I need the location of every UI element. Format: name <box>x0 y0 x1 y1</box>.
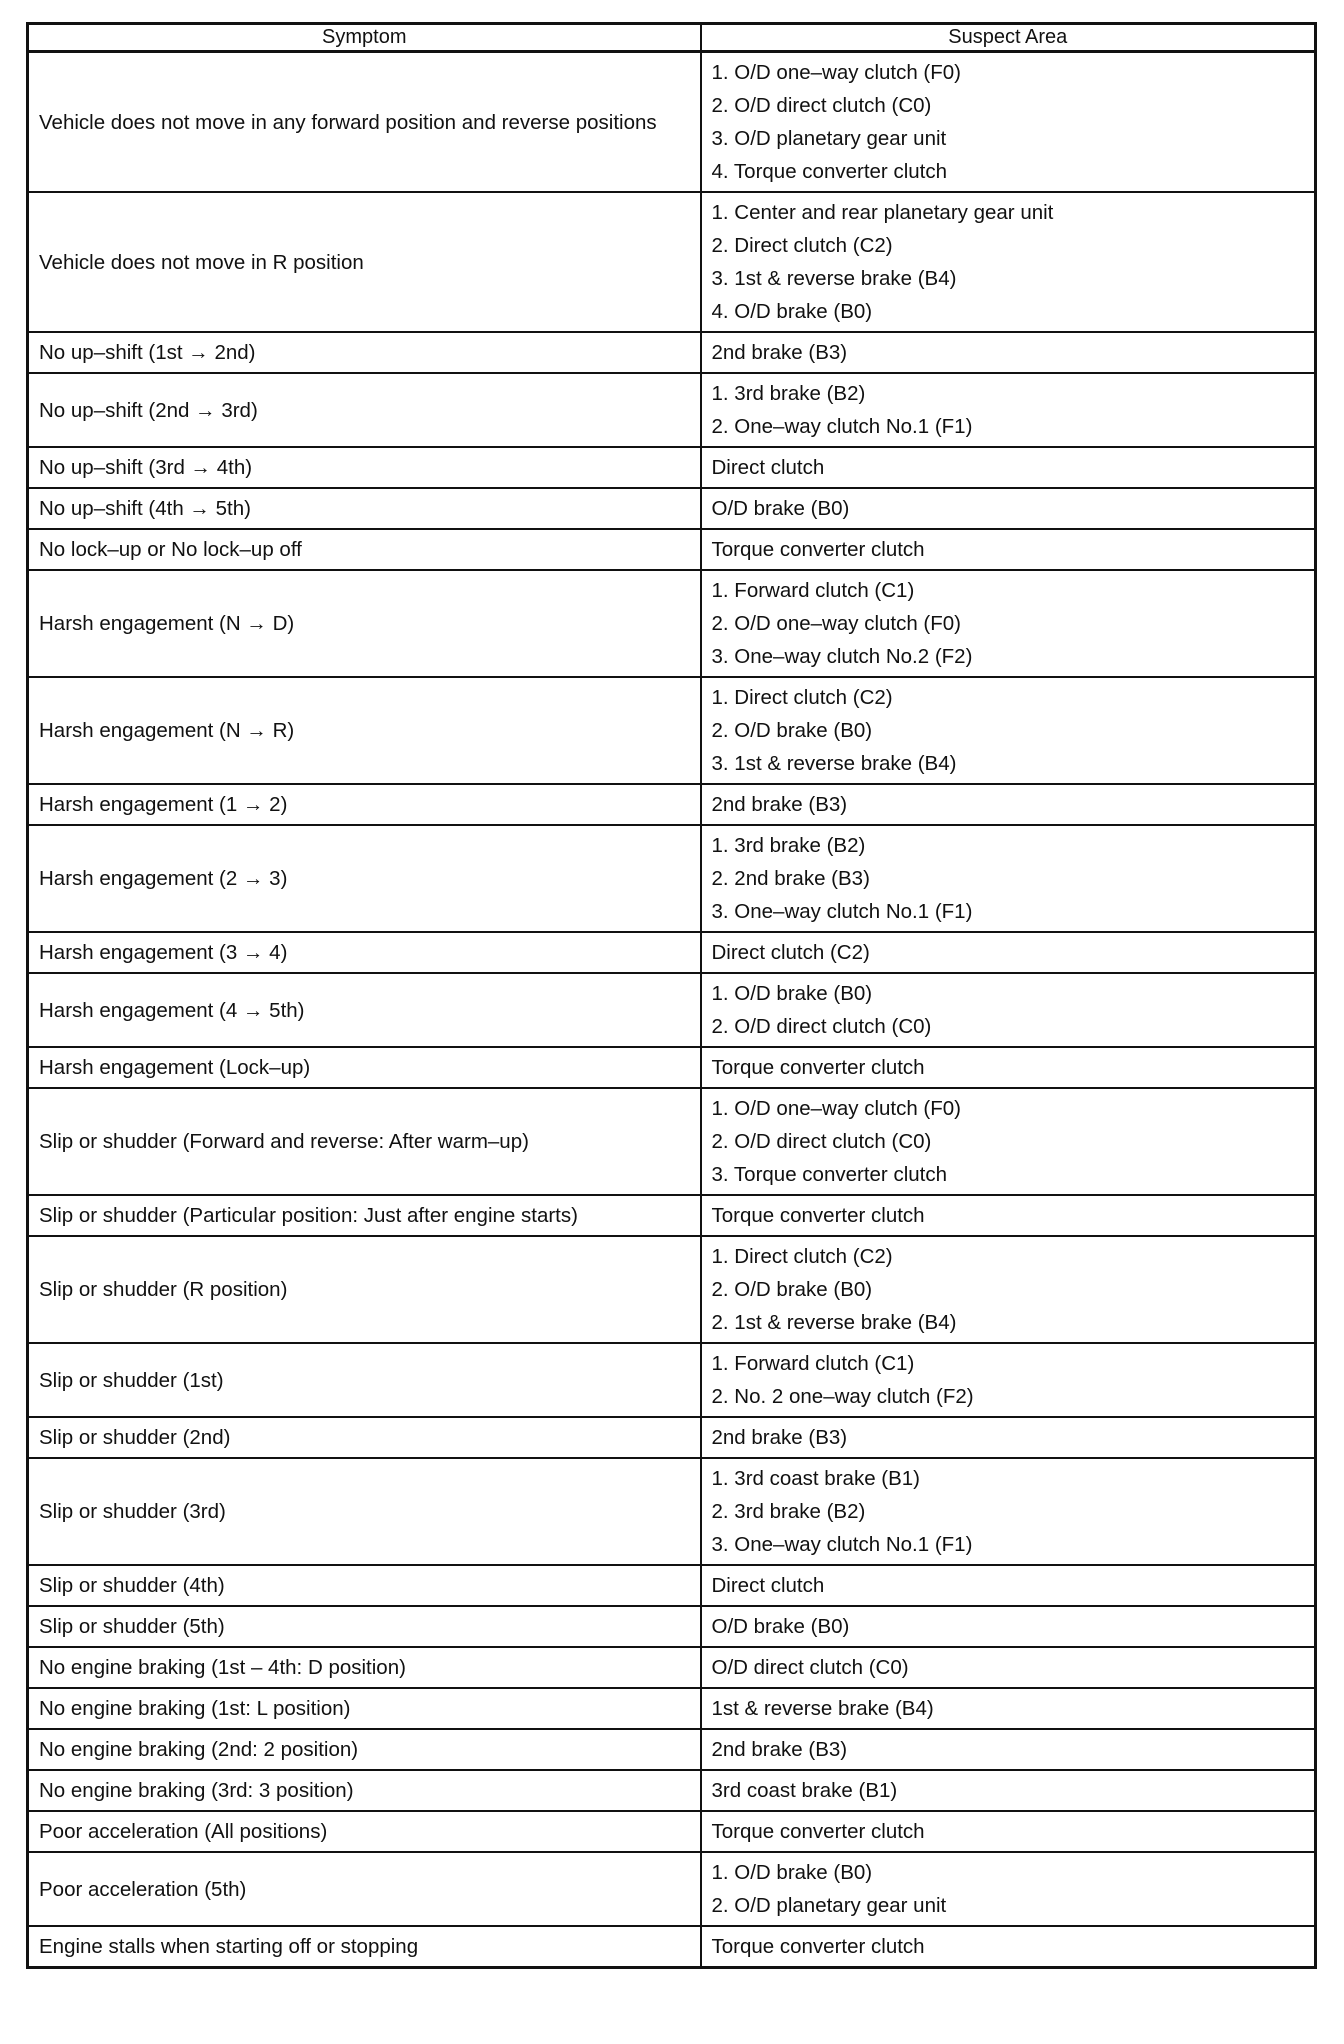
suspect-area-cell <box>701 932 1316 973</box>
suspect-area-item: 2. Direct clutch (C2) <box>711 234 893 257</box>
suspect-area-item: 3. One–way clutch No.1 (F1) <box>711 1533 973 1556</box>
symptom-cell: Harsh engagement (4 → 5th) <box>28 973 701 1047</box>
suspect-area-item: 2nd brake (B3) <box>711 1426 848 1449</box>
symptom-cell: Slip or shudder (5th) <box>28 1606 701 1647</box>
suspect-area-item: 1. 3rd brake (B2) <box>711 382 866 405</box>
table-row <box>28 932 1316 973</box>
symptom-cell: Slip or shudder (3rd) <box>28 1458 701 1565</box>
suspect-area-item: 3. One–way clutch No.1 (F1) <box>711 900 973 923</box>
table-row <box>28 1458 1316 1565</box>
suspect-area-item: 1. Direct clutch (C2) <box>711 1245 893 1268</box>
table-row <box>28 1729 1316 1770</box>
suspect-area-item: 1. O/D brake (B0) <box>711 1861 873 1884</box>
suspect-area-cell <box>701 1195 1316 1236</box>
suspect-area-item: 2. O/D direct clutch (C0) <box>711 1130 932 1153</box>
suspect-area-cell <box>701 1088 1316 1195</box>
suspect-area-cell <box>701 488 1316 529</box>
suspect-area-item: 1. Forward clutch (C1) <box>711 1352 915 1375</box>
symptom-cell: No engine braking (1st: L position) <box>28 1688 701 1729</box>
header-symptom: Symptom <box>28 24 701 52</box>
table-row <box>28 1926 1316 1968</box>
table-row <box>28 529 1316 570</box>
suspect-area-cell <box>701 677 1316 784</box>
suspect-area-item: O/D brake (B0) <box>711 1615 850 1638</box>
suspect-area-item: 1. Direct clutch (C2) <box>711 686 893 709</box>
suspect-area-cell <box>701 447 1316 488</box>
symptom-cell: No engine braking (3rd: 3 position) <box>28 1770 701 1811</box>
symptom-cell: No engine braking (2nd: 2 position) <box>28 1729 701 1770</box>
suspect-area-item: 1. O/D brake (B0) <box>711 982 873 1005</box>
table-row <box>28 784 1316 825</box>
suspect-area-item: Torque converter clutch <box>711 538 925 561</box>
table-row <box>28 52 1316 193</box>
suspect-area-item: 2. O/D brake (B0) <box>711 719 873 742</box>
suspect-area-cell <box>701 192 1316 332</box>
header-row <box>28 24 1316 52</box>
table-row <box>28 1565 1316 1606</box>
symptom-cell: Slip or shudder (2nd) <box>28 1417 701 1458</box>
suspect-area-cell <box>701 332 1316 373</box>
symptom-table <box>26 22 1317 1969</box>
suspect-area-item: Direct clutch (C2) <box>711 941 870 964</box>
suspect-area-item: 3. 1st & reverse brake (B4) <box>711 267 957 290</box>
suspect-area-cell <box>701 1926 1316 1968</box>
suspect-area-cell <box>701 1688 1316 1729</box>
suspect-area-cell <box>701 1770 1316 1811</box>
symptom-cell: No up–shift (3rd → 4th) <box>28 447 701 488</box>
table-row <box>28 1088 1316 1195</box>
table-row <box>28 1236 1316 1343</box>
suspect-area-cell <box>701 1606 1316 1647</box>
suspect-area-item: Direct clutch <box>711 1574 825 1597</box>
suspect-area-item: 2. O/D planetary gear unit <box>711 1894 947 1917</box>
suspect-area-item: 4. Torque converter clutch <box>711 160 947 183</box>
table-row <box>28 825 1316 932</box>
suspect-area-item: 2. O/D direct clutch (C0) <box>711 94 932 117</box>
suspect-area-cell <box>701 1565 1316 1606</box>
suspect-area-item: 2. 1st & reverse brake (B4) <box>711 1311 957 1334</box>
suspect-area-item: 1. O/D one–way clutch (F0) <box>711 1097 962 1120</box>
table-row <box>28 192 1316 332</box>
table-row <box>28 1647 1316 1688</box>
suspect-area-item: Torque converter clutch <box>711 1820 925 1843</box>
suspect-area-item: 1st & reverse brake (B4) <box>711 1697 934 1720</box>
symptom-cell: Harsh engagement (N → R) <box>28 677 701 784</box>
suspect-area-cell <box>701 1811 1316 1852</box>
suspect-area-item: 3. 1st & reverse brake (B4) <box>711 752 957 775</box>
suspect-area-cell <box>701 825 1316 932</box>
suspect-area-cell <box>701 1647 1316 1688</box>
suspect-area-cell <box>701 1047 1316 1088</box>
table-row <box>28 373 1316 447</box>
table-head <box>28 24 1316 52</box>
suspect-area-cell <box>701 1729 1316 1770</box>
symptom-cell: No lock–up or No lock–up off <box>28 529 701 570</box>
suspect-area-item: 2. One–way clutch No.1 (F1) <box>711 415 973 438</box>
suspect-area-cell <box>701 1852 1316 1926</box>
suspect-area-cell <box>701 52 1316 193</box>
symptom-cell: Harsh engagement (2 → 3) <box>28 825 701 932</box>
symptom-cell: Slip or shudder (Forward and reverse: After warm–up) <box>28 1088 701 1195</box>
suspect-area-item: 2. 3rd brake (B2) <box>711 1500 866 1523</box>
table-row <box>28 1688 1316 1729</box>
suspect-area-item: 2. O/D one–way clutch (F0) <box>711 612 962 635</box>
document <box>26 22 1314 1969</box>
suspect-area-item: 2. O/D brake (B0) <box>711 1278 873 1301</box>
suspect-area-item: 2. 2nd brake (B3) <box>711 867 870 890</box>
symptom-cell: Poor acceleration (5th) <box>28 1852 701 1926</box>
suspect-area-item: 1. O/D one–way clutch (F0) <box>711 61 962 84</box>
suspect-area-item: 1. Center and rear planetary gear unit <box>711 201 1054 224</box>
table-row <box>28 973 1316 1047</box>
symptom-cell: Engine stalls when starting off or stopping <box>28 1926 701 1968</box>
symptom-cell: Slip or shudder (4th) <box>28 1565 701 1606</box>
suspect-area-item: 4. O/D brake (B0) <box>711 300 873 323</box>
table-row <box>28 1852 1316 1926</box>
table-row <box>28 677 1316 784</box>
suspect-area-cell <box>701 529 1316 570</box>
table-row <box>28 1606 1316 1647</box>
suspect-area-cell <box>701 1236 1316 1343</box>
table-row <box>28 570 1316 677</box>
suspect-area-item: 2nd brake (B3) <box>711 341 848 364</box>
table-row <box>28 1195 1316 1236</box>
symptom-cell: Harsh engagement (N → D) <box>28 570 701 677</box>
suspect-area-item: 1. Forward clutch (C1) <box>711 579 915 602</box>
suspect-area-item: O/D brake (B0) <box>711 497 850 520</box>
table-body <box>28 52 1316 1968</box>
symptom-cell: Slip or shudder (R position) <box>28 1236 701 1343</box>
suspect-area-item: 3. One–way clutch No.2 (F2) <box>711 645 973 668</box>
suspect-area-item: 1. 3rd coast brake (B1) <box>711 1467 921 1490</box>
suspect-area-item: 2nd brake (B3) <box>711 793 848 816</box>
suspect-area-item: 3rd coast brake (B1) <box>711 1779 898 1802</box>
suspect-area-cell <box>701 373 1316 447</box>
symptom-cell: Slip or shudder (Particular position: Just after engine starts) <box>28 1195 701 1236</box>
suspect-area-cell <box>701 570 1316 677</box>
suspect-area-item: 2. O/D direct clutch (C0) <box>711 1015 932 1038</box>
suspect-area-item: O/D direct clutch (C0) <box>711 1656 909 1679</box>
suspect-area-item: Torque converter clutch <box>711 1935 925 1958</box>
symptom-cell: Harsh engagement (3 → 4) <box>28 932 701 973</box>
symptom-cell: Poor acceleration (All positions) <box>28 1811 701 1852</box>
symptom-cell: Vehicle does not move in any forward position and reverse positions <box>28 52 701 193</box>
symptom-cell: No engine braking (1st – 4th: D position) <box>28 1647 701 1688</box>
suspect-area-cell <box>701 1417 1316 1458</box>
suspect-area-cell <box>701 973 1316 1047</box>
suspect-area-item: 3. Torque converter clutch <box>711 1163 947 1186</box>
suspect-area-cell <box>701 1343 1316 1417</box>
table-row <box>28 488 1316 529</box>
suspect-area-cell <box>701 1458 1316 1565</box>
symptom-cell: Harsh engagement (1 → 2) <box>28 784 701 825</box>
table-row <box>28 447 1316 488</box>
suspect-area-item: 2. No. 2 one–way clutch (F2) <box>711 1385 974 1408</box>
symptom-cell: No up–shift (4th → 5th) <box>28 488 701 529</box>
table-row <box>28 1417 1316 1458</box>
suspect-area-item: 2nd brake (B3) <box>711 1738 848 1761</box>
suspect-area-cell <box>701 784 1316 825</box>
suspect-area-item: Torque converter clutch <box>711 1056 925 1079</box>
symptom-cell: Vehicle does not move in R position <box>28 192 701 332</box>
symptom-cell: Harsh engagement (Lock–up) <box>28 1047 701 1088</box>
symptom-cell: No up–shift (2nd → 3rd) <box>28 373 701 447</box>
suspect-area-item: Direct clutch <box>711 456 825 479</box>
table-row <box>28 1047 1316 1088</box>
symptom-cell: Slip or shudder (1st) <box>28 1343 701 1417</box>
header-suspect-area: Suspect Area <box>701 24 1316 52</box>
symptom-cell: No up–shift (1st → 2nd) <box>28 332 701 373</box>
table-row <box>28 332 1316 373</box>
suspect-area-item: Torque converter clutch <box>711 1204 925 1227</box>
suspect-area-item: 3. O/D planetary gear unit <box>711 127 947 150</box>
table-row <box>28 1343 1316 1417</box>
suspect-area-item: 1. 3rd brake (B2) <box>711 834 866 857</box>
table-row <box>28 1770 1316 1811</box>
table-row <box>28 1811 1316 1852</box>
